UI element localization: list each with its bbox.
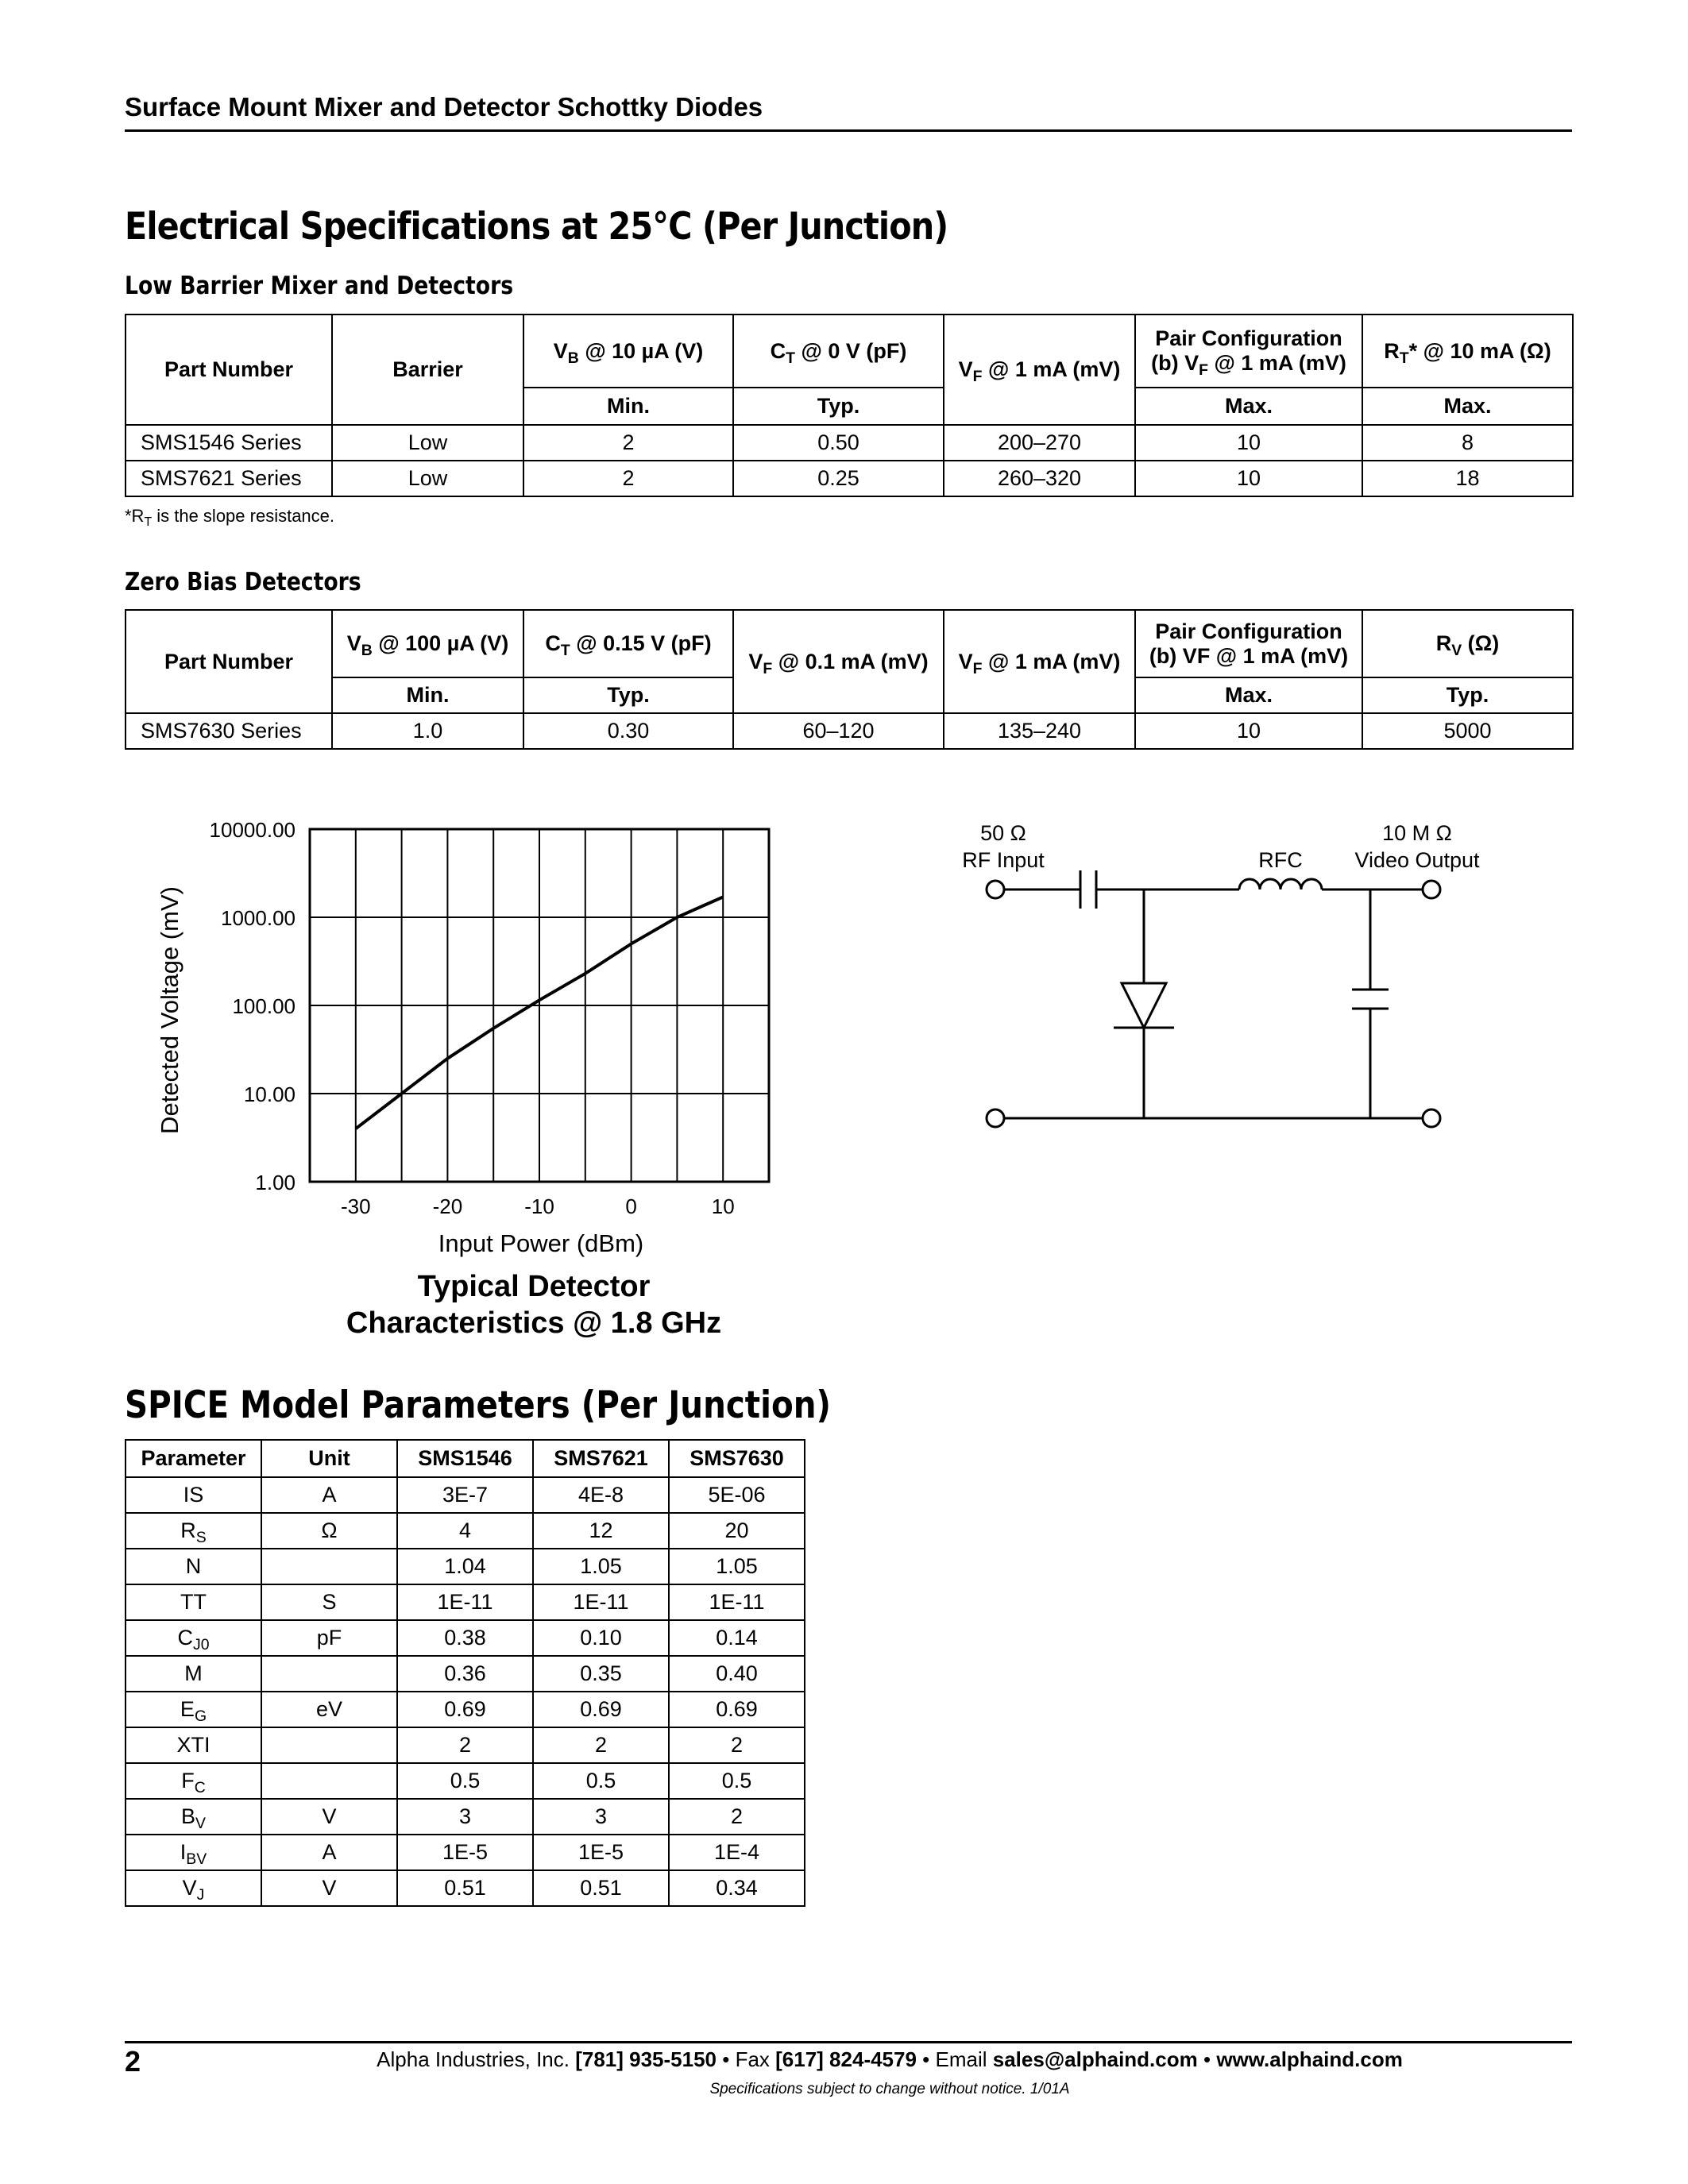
value-cell: 0.14 <box>669 1620 805 1656</box>
header-part-number: Part Number <box>126 314 332 425</box>
detector-circuit <box>937 810 1493 1144</box>
value-cell: 5E-06 <box>669 1477 805 1513</box>
table-row <box>126 1727 805 1763</box>
unit-cell <box>261 1763 397 1799</box>
x-axis-label: Input Power (dBm) <box>438 1229 644 1257</box>
ground-terminal-right-icon <box>1423 1109 1440 1127</box>
value-cell: 1E-11 <box>533 1584 669 1620</box>
low-barrier-heading: Low Barrier Mixer and Detectors <box>125 272 514 300</box>
value-cell: 4E-8 <box>533 1477 669 1513</box>
subheader-typ: Typ. <box>523 677 733 713</box>
unit-cell: V <box>261 1870 397 1906</box>
value-cell: 0.34 <box>669 1870 805 1906</box>
table-row <box>126 1763 805 1799</box>
value-cell: 0.35 <box>533 1656 669 1692</box>
value-cell: 0.51 <box>397 1870 533 1906</box>
subheader-typ: Typ. <box>733 388 944 425</box>
header-vf-01: $V_F$ @ 0.1 mA (mV) <box>733 610 944 713</box>
input-impedance-label: 50 Ω <box>980 821 1026 845</box>
inductor-label: RFC <box>1258 848 1303 872</box>
value-cell: 4 <box>397 1513 533 1549</box>
subheader-max: Max. <box>1135 677 1362 713</box>
y-tick-label: 100.00 <box>232 994 295 1018</box>
table-row: SMS7630 Series 1.0 0.30 60–120 135–240 10 5000 <box>126 713 1573 749</box>
output-impedance-label: 10 M Ω <box>1382 821 1452 845</box>
parameter-cell: $R_S$ <box>126 1513 261 1549</box>
footer-email: sales@alphaind.com <box>992 2047 1198 2071</box>
header-rv: $R_V$ (Ω) <box>1362 610 1573 677</box>
value-cell: 1E-5 <box>533 1835 669 1870</box>
schottky-diode-icon <box>1122 983 1166 1028</box>
value-cell: 1E-11 <box>669 1584 805 1620</box>
detector-chart <box>143 802 794 1263</box>
header-vb: $V_B$ @ 10 µA (V) <box>523 314 733 388</box>
ground-terminal-left-icon <box>987 1109 1004 1127</box>
value-cell: 1.04 <box>397 1549 533 1584</box>
header-ct: $C_T$ @ 0.15 V (pF) <box>523 610 733 677</box>
value-cell: 1.05 <box>669 1549 805 1584</box>
value-cell: 0.36 <box>397 1656 533 1692</box>
unit-cell: pF <box>261 1620 397 1656</box>
value-cell: 2 <box>397 1727 533 1763</box>
parameter-cell: $B_V$ <box>126 1799 261 1835</box>
parameter-cell: $F_C$ <box>126 1763 261 1799</box>
value-cell: 3E-7 <box>397 1477 533 1513</box>
value-cell: 3 <box>533 1799 669 1835</box>
chart-title: Typical Detector Characteristics @ 1.8 GHz <box>346 1270 722 1340</box>
value-cell: 0.38 <box>397 1620 533 1656</box>
value-cell: 0.5 <box>669 1763 805 1799</box>
value-cell: 12 <box>533 1513 669 1549</box>
value-cell: 0.51 <box>533 1870 669 1906</box>
header-pair-config: Pair Configuration (b) VF @ 1 mA (mV) <box>1135 610 1362 677</box>
parameter-cell: XTI <box>126 1727 261 1763</box>
table-row <box>126 1692 805 1727</box>
page-title: Electrical Specifications at 25°C (Per Junction) <box>125 205 948 249</box>
parameter-cell: $C_{J0}$ <box>126 1620 261 1656</box>
value-cell: 0.10 <box>533 1620 669 1656</box>
zero-bias-heading: Zero Bias Detectors <box>125 568 361 596</box>
unit-cell: V <box>261 1799 397 1835</box>
parameter-cell: N <box>126 1549 261 1584</box>
y-tick-label: 1000.00 <box>221 906 295 930</box>
header-part-number: Part Number <box>126 610 332 713</box>
subheader-min: Min. <box>332 677 523 713</box>
x-tick-label: -10 <box>524 1194 554 1218</box>
value-cell: 2 <box>533 1727 669 1763</box>
unit-cell <box>261 1656 397 1692</box>
input-label: RF Input <box>962 848 1045 872</box>
header-rule <box>125 129 1572 132</box>
unit-cell: Ω <box>261 1513 397 1549</box>
x-tick-label: 10 <box>711 1194 735 1218</box>
value-cell: 0.5 <box>533 1763 669 1799</box>
subheader-min: Min. <box>523 388 733 425</box>
header-sms7630: SMS7630 <box>669 1440 805 1477</box>
x-tick-label: -20 <box>432 1194 463 1218</box>
header-parameter: Parameter <box>126 1440 261 1477</box>
spice-table <box>125 1439 805 1907</box>
low-barrier-table <box>125 314 1574 497</box>
table-row: SMS1546 Series Low 2 0.50 200–270 10 8 <box>126 425 1573 461</box>
y-tick-label: 10000.00 <box>209 818 295 842</box>
footer-disclaimer: Specifications subject to change without notice. 1/01A <box>709 2081 1070 2097</box>
value-cell: 3 <box>397 1799 533 1835</box>
header-barrier: Barrier <box>332 314 523 425</box>
value-cell: 1E-5 <box>397 1835 533 1870</box>
footer-website: www.alphaind.com <box>1216 2047 1403 2071</box>
value-cell: 0.5 <box>397 1763 533 1799</box>
y-tick-label: 10.00 <box>243 1082 295 1106</box>
table-row <box>126 1513 805 1549</box>
unit-cell: A <box>261 1835 397 1870</box>
value-cell: 0.40 <box>669 1656 805 1692</box>
header-vb: $V_B$ @ 100 µA (V) <box>332 610 523 677</box>
value-cell: 2 <box>669 1727 805 1763</box>
header-vf-1: $V_F$ @ 1 mA (mV) <box>944 610 1135 713</box>
header-unit: Unit <box>261 1440 397 1477</box>
output-terminal-icon <box>1423 881 1440 898</box>
inductor-coil-icon <box>1239 879 1322 889</box>
value-cell: 1E-4 <box>669 1835 805 1870</box>
x-tick-label: -30 <box>341 1194 371 1218</box>
header-sms7621: SMS7621 <box>533 1440 669 1477</box>
y-tick-label: 1.00 <box>255 1171 295 1194</box>
value-cell: 20 <box>669 1513 805 1549</box>
spice-heading: SPICE Model Parameters (Per Junction) <box>125 1383 832 1427</box>
header-pair-config: Pair Configuration (b) $V_F$ @ 1 mA (mV) <box>1135 314 1362 388</box>
parameter-cell: $I_{BV}$ <box>126 1835 261 1870</box>
unit-cell <box>261 1549 397 1584</box>
output-label: Video Output <box>1354 848 1480 872</box>
value-cell: 2 <box>669 1799 805 1835</box>
table-row <box>126 1799 805 1835</box>
input-terminal-icon <box>987 881 1004 898</box>
parameter-cell: $V_J$ <box>126 1870 261 1906</box>
header-sms1546: SMS1546 <box>397 1440 533 1477</box>
parameter-cell: $E_G$ <box>126 1692 261 1727</box>
table-row <box>126 1549 805 1584</box>
table-row <box>126 1870 805 1906</box>
header-ct: $C_T$ @ 0 V (pF) <box>733 314 944 388</box>
chart-y-ticks <box>210 818 295 1194</box>
value-cell: 0.69 <box>397 1692 533 1727</box>
table-row: SMS7621 Series Low 2 0.25 260–320 10 18 <box>126 461 1573 496</box>
value-cell: 1.05 <box>533 1549 669 1584</box>
header-vf: $V_F$ @ 1 mA (mV) <box>944 314 1135 425</box>
running-header: Surface Mount Mixer and Detector Schottky Diodes <box>125 92 763 122</box>
x-tick-label: 0 <box>625 1194 637 1218</box>
y-axis-label: Detected Voltage (mV) <box>156 886 183 1134</box>
value-cell: 0.69 <box>533 1692 669 1727</box>
footer-fax: [617] 824-4579 <box>775 2047 917 2071</box>
value-cell: 0.69 <box>669 1692 805 1727</box>
footer-contact: Alpha Industries, Inc. [781] 935-5150 • Fax [617] 824-4579 • Email sales@alphaind.com • www.alphaind.com <box>377 2047 1403 2071</box>
spice-header-row <box>126 1440 805 1477</box>
subheader-max: Max. <box>1362 388 1573 425</box>
table-row <box>126 1477 805 1513</box>
table-row <box>126 1656 805 1692</box>
page-number: 2 <box>125 2045 141 2078</box>
chart-x-ticks <box>341 1194 735 1218</box>
parameter-cell: M <box>126 1656 261 1692</box>
unit-cell: S <box>261 1584 397 1620</box>
table-row <box>126 1584 805 1620</box>
header-rt: $R_T*$ @ 10 mA (Ω) <box>1362 314 1573 388</box>
parameter-cell: IS <box>126 1477 261 1513</box>
footer-phone: [781] 935-5150 <box>575 2047 717 2071</box>
value-cell: 1E-11 <box>397 1584 533 1620</box>
table-row <box>126 1620 805 1656</box>
footnote: $*R_T$ is the slope resistance. <box>125 506 335 529</box>
footer-rule <box>125 2041 1572 2043</box>
unit-cell: eV <box>261 1692 397 1727</box>
unit-cell <box>261 1727 397 1763</box>
subheader-max: Max. <box>1135 388 1362 425</box>
chart-grid <box>310 829 769 1182</box>
unit-cell: A <box>261 1477 397 1513</box>
zero-bias-table <box>125 609 1574 750</box>
subheader-typ: Typ. <box>1362 677 1573 713</box>
parameter-cell: TT <box>126 1584 261 1620</box>
table-row <box>126 1835 805 1870</box>
